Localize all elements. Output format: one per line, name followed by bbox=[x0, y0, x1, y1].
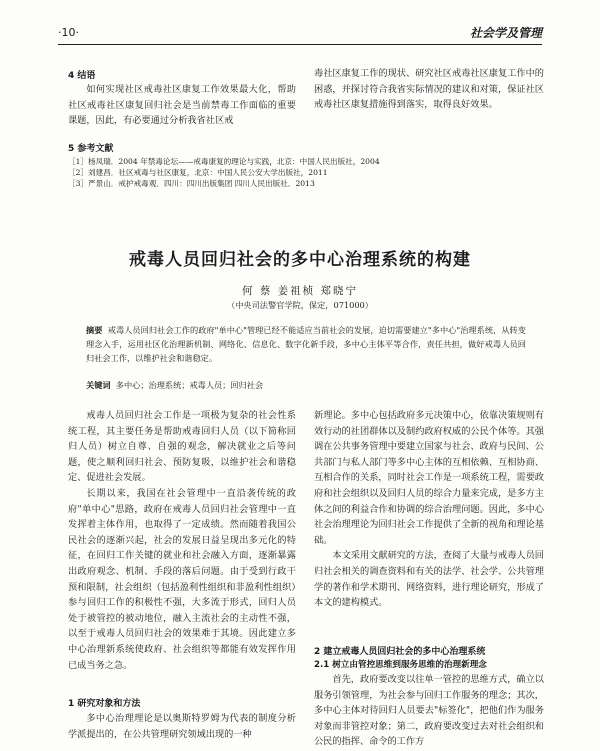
reference-item: ［1］杨凤瑞．2004 年禁毒论坛——戒毒康复的理论与实践，北京：中国人民出版社，2004 bbox=[68, 157, 380, 166]
reference-item: ［3］严景山．戒护戒毒观．四川：四川出版集团 四川人民出版社．2013 bbox=[68, 179, 315, 188]
journal-name: 社会学及管理 bbox=[469, 26, 542, 40]
keywords bbox=[86, 380, 526, 391]
abstract-label: 摘要 bbox=[86, 325, 103, 335]
body-paragraph: 新理论。多中心包括政府多元决策中心，依靠决策规则有效行动的社团群体以及制约政府权威的公民个体等。其强调在公共事务管理中要建立国家与社会、政府与民间、公共部门与私人部门等多中心主体的互相依赖、互相协商、互相合作的关系，同时社会工作是一项系统工程，需要政府和社会组织以及回归人员的综合力量来完成，是多方主体之间的利益合作和协调的综合治理问题。因此，多中心社会治理理论为回归社会工作提供了全新的视角和理论基础。 bbox=[314, 410, 544, 546]
conclusion-left-text bbox=[68, 82, 296, 129]
body-left-column bbox=[68, 408, 296, 673]
section-heading-1: 1 研究对象和方法 bbox=[68, 699, 141, 709]
body-paragraph: 长期以来，我国在社会管理中一直沿袭传统的政府"单中心"思路，政府在戒毒人员回归社会管理中一直发挥着主体作用，也取得了一定成绩。然而随着我国公民社会的逐渐兴起，社会的发展日益呈现出多元化的特征，在回归工作关键的就业和社会融入方面，逐渐暴露出政府观念、机制、手段的落后问题。由于受到行政干预和限制，社会组织（包括盈利性组织和非盈利性组织）参与回归工作的积极性不强，大多流于形式，回归人员处于被管控的被动地位，融入主流社会的主动性不强，以至于戒毒人员回归社会的效果难于其境。因此建立多中心治理新系统使政府、社会组织等都能有效发挥作用已成当务之急。 bbox=[68, 487, 296, 671]
body-paragraph: 多中心治理理论是以奥斯特罗姆为代表的制度分析学派提出的，在公共管理研究领域出现的一种 bbox=[68, 713, 296, 740]
abstract-text: 戒毒人员回归社会工作的政府"单中心"管理已经不能适应当前社会的发展，迫切需要建立"多中心"治理系统，从转变理念入手，运用社区化治理新机制、网络化、信息化、数字化新手段，多中心主体平等合作，责任共担，做好戒毒人员回归社会工作，以维护社会和谐稳定。 bbox=[86, 325, 526, 363]
section-heading-2: 2 建立戒毒人员回归社会的多中心治理系统 bbox=[314, 647, 486, 657]
abstract bbox=[86, 323, 526, 365]
conclusion-left-paragraph: 如何实现社区戒毒社区康复工作效果最大化，帮助社区戒毒社区康复回归社会是当前禁毒工作面临的重要课题，因此，有必要通过分析我省社区戒 bbox=[68, 84, 296, 127]
reference-item: ［2］刘建昌．社区戒毒与社区康复，北京：中国人民公安大学出版社，2011 bbox=[68, 168, 328, 177]
body-right-column bbox=[314, 408, 544, 611]
article-affiliation: （中央司法警官学院，保定，071000） bbox=[227, 300, 373, 310]
conclusion-right-paragraph: 毒社区康复工作的现状、研究社区戒毒社区康复工作中的困惑，并探讨符合我省实际情况的建议和对策，保证社区戒毒社区康复措施得到落实，取得良好效果。 bbox=[314, 68, 544, 111]
references-heading: 5 参考文献 bbox=[68, 144, 114, 154]
keywords-label: 关键词 bbox=[86, 380, 111, 390]
body-paragraph: 本文采用文献研究的方法，查阅了大量与戒毒人员回归社会相关的调查资料和有关的法学、社会学、公共管理学的著作和学术期刊、网络资料，进行理论研究，形成了本文的建构模式。 bbox=[314, 550, 544, 609]
header-rule bbox=[58, 44, 542, 45]
page-number: ·10· bbox=[58, 26, 79, 39]
article-authors: 何 蔡 姜祖桢 郑晓宁 bbox=[241, 285, 358, 297]
body-paragraph: 戒毒人员回归社会工作是一项极为复杂的社会性系统工程，其主要任务是帮助戒毒回归人员（以下简称回归人员）树立自尊、自强的观念，解决就业之后等问题，使之顺利回归社会、预防复吸，以维护社会和谐稳定、促进社会发展。 bbox=[68, 410, 296, 484]
body-right-tail bbox=[314, 672, 544, 750]
body-left-tail bbox=[68, 711, 296, 742]
conclusion-heading: 4 结语 bbox=[68, 71, 96, 81]
body-paragraph: 首先，政府要改变以往单一管控的思维方式，确立以服务引领管理，为社会参与回归工作服务的理念；其次，多中心主体对待回归人员要去"标签化"，把他们作为服务对象而非管控对象；第二，政府要改变过去对社会组织和公民的指挥、命令的工作方 bbox=[314, 674, 544, 748]
references-list bbox=[68, 156, 380, 189]
subsection-heading-2-1: 2.1 树立由管控思维到服务思维的治理新理念 bbox=[314, 660, 487, 670]
article-title: 戒毒人员回归社会的多中心治理系统的构建 bbox=[129, 250, 471, 270]
conclusion-right-text bbox=[314, 66, 544, 113]
keywords-text: 多中心；治理系统；戒毒人员；回归社会 bbox=[115, 380, 264, 390]
